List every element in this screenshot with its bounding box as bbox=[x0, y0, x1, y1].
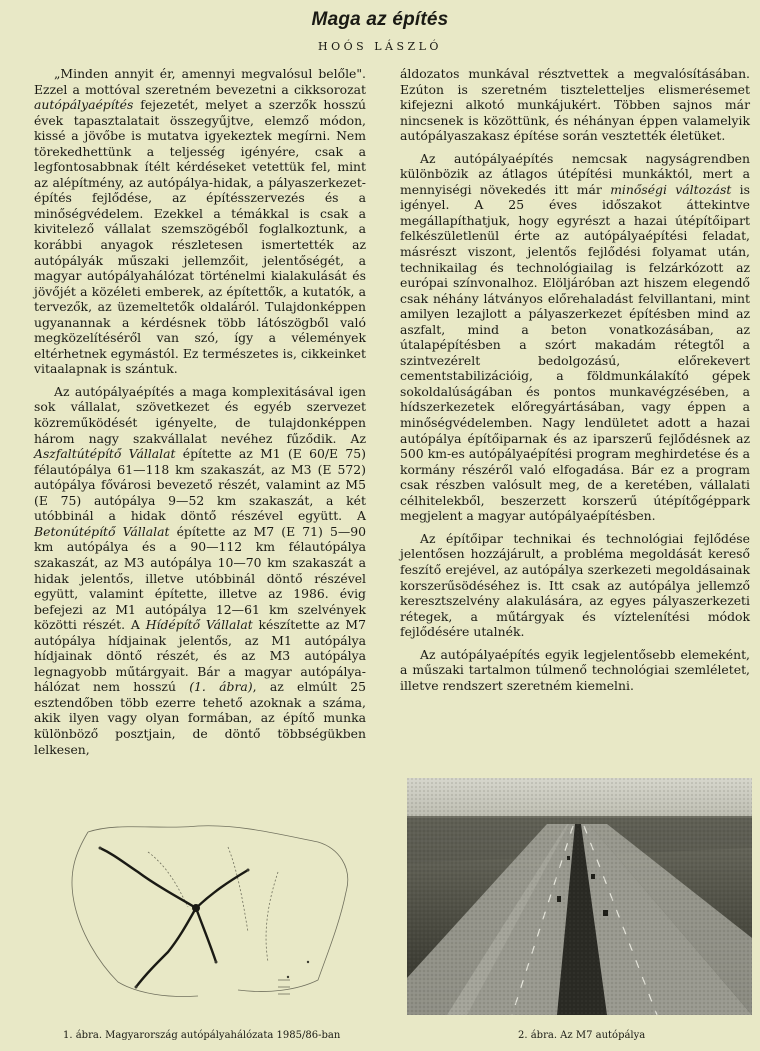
left-column bbox=[34, 66, 366, 764]
paragraph: Az autópályaépítés egyik legjelentősebb elemeként, a műszaki tartalmon túlmenő technológiai szemléletet, illetve rendszert szeretném kiemelni. bbox=[400, 646, 750, 693]
right-column bbox=[400, 66, 750, 700]
emphasis: (1. ábra) bbox=[189, 679, 253, 695]
text-run: fejezetét, melyet a szerzők hosszú évek tapasztalatait összegyűjtve, elemző módon, kissé a jövőbe is mutatva igyekeztek megírni. Nem törekedhettünk a teljesség igényére, csak a legfontosabbnak ítélt kérdéseket vetettük fel, mint az alépítmény, az autópálya-hidak, a pályaszerkezet-építés fejlődése, az építésszervezés és a minőségvédelem. Ezekkel a témákkal is csak a kivitelező vállalat szemszögéből foglalkoztunk, a korábbi anyagok részletesen ismertették az autópályák műszaki jellemzőit, jelentőségét, a magyar autópályahálózat történelmi kialakulását és jövőjét a közéleti emberek, az építettők, a kutatók, a tervezők, az üzemeltetők oldaláról. Tulajdonképpen ugyanannak a kérdésnek több látószögből való megközelítéséről van szó, így a vélemények eltérhetnek egymástól. Ez természetes is, cikkeinket vitaalapnak is szántuk. bbox=[34, 97, 366, 377]
text-run: , az elmúlt 25 esztendőben több ezerre tehető azoknak a száma, akik ilyen vagy olyan formában, az építő munka különböző posztjain, de döntő többségükben lelkesen, bbox=[34, 679, 366, 757]
emphasis: Betonútépítő Vállalat bbox=[34, 523, 170, 539]
text-run: építette az M1 (E 60/E 75) félautópálya 61—118 km szakaszát, az M3 (E 572) autópálya fővárosi bevezető részét, valamint az M5 (E 75) autópálya 9—52 km szakaszát, a két utóbbinál a hidak döntő részével együtt. A bbox=[34, 446, 366, 524]
map-outline bbox=[72, 826, 348, 997]
m7-motorway-photo bbox=[407, 778, 752, 1015]
figure-1-caption: 1. ábra. Magyarország autópályahálózata 1985/86-ban bbox=[63, 1030, 341, 1041]
photo-grain bbox=[407, 778, 752, 1015]
legend-lines bbox=[278, 980, 290, 994]
text-run: Az autópályaépítés a maga komplexitásával igen sok vállalat, szövetkezet és egyéb szervezet közreműködését igényelte, de tulajdonképpen három nagy szakvállalat nevéhez fűződik. Az bbox=[34, 383, 366, 446]
text-run: építette az M7 (E 71) 5—90 km autópálya és a 90—112 km félautópálya szakaszát, az M3 autópálya 10—70 km szakaszát a hidak jelentős, illetve utóbbinál döntő részével együtt, valamint építette, illetve az 1986. évig befejezi az M1 autópálya 12—61 km szelvények közötti részét. A bbox=[34, 523, 367, 633]
emphasis: autópályaépítés bbox=[34, 97, 134, 113]
motorway-lines bbox=[100, 848, 248, 987]
emphasis: minőségi változást bbox=[610, 181, 732, 197]
figure-2-caption: 2. ábra. Az M7 autópálya bbox=[518, 1030, 646, 1041]
article-author: HOÓS LÁSZLÓ bbox=[318, 40, 442, 53]
paragraph bbox=[34, 384, 366, 757]
text-run: Az autópályaépítés nemcsak nagyságrendben különbözik az átlagos útépítési munkáktól, mert a mennyiségi növekedés itt már bbox=[400, 150, 750, 197]
text-run: is igényel. A 25 éves időszakot áttekintve megállapíthatjuk, hogy egyrészt a hazai útépítőipart felkészületlenül érte az autópályaépítési feladat, másrészt viszont, jelentős fejlődési folyamat után, technikailag és technológiailag is felzárkózott az európai színvonalhoz. Elöljáróban azt hiszem elegendő csak néhány látványos előrehaladást felvillantani, mint amilyen lezajlott a pályaszerkezet építésben mind az aszfalt, mind a beton vonatkozásában, az útalapépítésben a szórt makadám rétegtől a szintvezérelt bedolgozású, előrekevert cementstabilizációig, a földmunkálakító gépek sokoldalúságában és pontos munkavégzésében, a hídszerkezetek előregyártásában, vagy éppen a minőségvédelemben. Nagy lendületet adott a hazai autópálya építőiparnak és az iparszerű fejlődésnek az 500 km-es autópályaépítési program meghirdetése és a kormány részéről való elfogadása. Bár ez a program csak részben valósult meg, de a keretében, vállalati célhitelekből, beszerzett korszerű útépítőgéppark megjelent a magyar autópályaépítésben. bbox=[400, 181, 750, 524]
emphasis: Aszfaltútépítő Vállalat bbox=[34, 446, 176, 462]
paragraph bbox=[34, 66, 366, 377]
article-title: Maga az építés bbox=[311, 9, 449, 30]
motorway-network-map bbox=[28, 812, 378, 1012]
photo-illustration bbox=[407, 778, 752, 1015]
text-run: „Minden annyit ér, amennyi megvalósul belőle". Ezzel a mottóval szeretném bevezetni a cikksorozat bbox=[34, 66, 366, 97]
paragraph: Az építőipar technikai és technológiai fejlődése jelentősen hozzájárult, a probléma megoldását kereső feszítő erejével, az autópálya szerkezeti megoldásainak korszerűsödéséhez is. Itt csak az autópálya jellemző keresztszelvény alakulására, az egyes pályaszerkezeti rétegek, a műtárgyak és víztelenítési módok fejlődésére utalnék. bbox=[400, 530, 750, 640]
emphasis: Hídépítő Vállalat bbox=[145, 617, 253, 633]
paragraph: áldozatos munkával résztvettek a megvalósításában. Ezúton is szeretném tiszteletteljes elismerésemet kifejezni alkotó munkájukért. Többen sajnos már nincsenek is közöttünk, és néhányan éppen valamelyik autópályaszakasz építése során vesztették életüket. bbox=[400, 66, 750, 144]
paragraph bbox=[400, 151, 750, 524]
text-run: készítette az M7 autópálya hídjainak jelentős, az M1 autópálya hídjainak döntő részét, és az M3 autópálya legnagyobb műtárgyait. Bár a magyar autópálya-hálózat nem hosszú bbox=[34, 617, 366, 695]
map-illustration bbox=[28, 812, 378, 1012]
budapest-marker bbox=[192, 904, 200, 912]
